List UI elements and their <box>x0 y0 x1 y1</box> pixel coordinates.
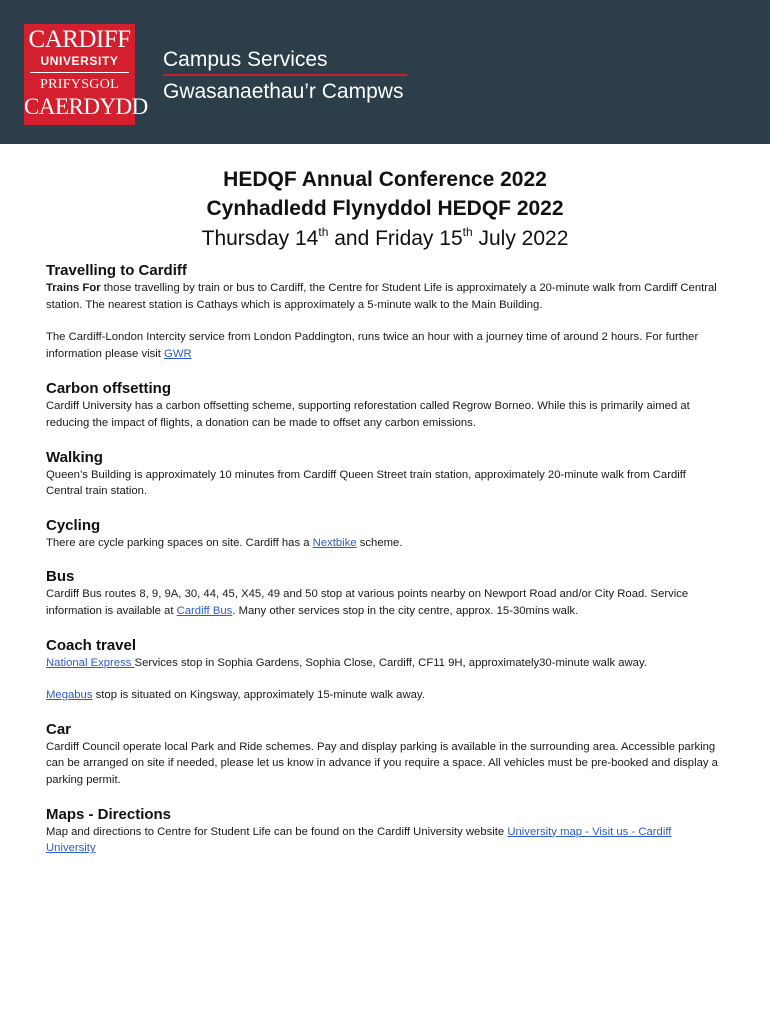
spacer <box>46 789 724 805</box>
logo-line-2: UNIVERSITY <box>40 54 119 68</box>
date-sup-1: th <box>318 225 329 239</box>
conference-dates <box>0 223 770 255</box>
paragraph-text: The Cardiff-London Intercity service from London Paddington, runs twice an hour with a journey time of around 2 hours. For further information please visit <box>46 331 699 360</box>
paragraph-text: There are cycle parking spaces on site. Cardiff has a <box>46 536 313 549</box>
section-paragraph <box>46 280 724 313</box>
header-subtitle: Gwasanaethau’r Campws <box>163 80 404 103</box>
section-heading: Bus <box>46 568 75 586</box>
section-heading: Car <box>46 720 72 738</box>
paragraph-text: those travelling by train or bus to Cardiff, the Centre for Student Life is approximately a 20-minute walk from Cardiff Central station. The nearest station is Cathays which is approximately a 5-minute walk to the Main Building. <box>46 282 717 311</box>
section-paragraph: Cardiff University has a carbon offsetting scheme, supporting reforestation called Regrow Borneo. While this is primarily aimed at reducing the impact of flights, a donation can be made to offset any carbon emissions. <box>46 400 690 429</box>
spacer <box>46 500 724 516</box>
section-paragraph <box>46 687 724 704</box>
date-part-c: July 2022 <box>472 227 569 250</box>
section-paragraph <box>46 655 724 672</box>
logo-line-4: CAERDYDD <box>24 94 148 119</box>
paragraph-text: scheme. <box>356 536 403 549</box>
header-title: Campus Services <box>163 48 328 71</box>
paragraph-text: Map and directions to Centre for Student Life can be found on the Cardiff University website <box>46 825 508 838</box>
section-paragraph <box>46 535 724 552</box>
date-part-a: Thursday 14 <box>201 227 319 250</box>
section-travelling <box>46 261 724 362</box>
section-heading: Carbon offsetting <box>46 380 171 398</box>
section-paragraph <box>46 586 724 619</box>
page-header <box>0 0 770 144</box>
university-map-link[interactable]: University map - Visit us - Cardiff University <box>46 825 672 855</box>
logo-divider <box>30 72 129 73</box>
cardiff-university-logo[interactable] <box>24 24 148 125</box>
section-heading: Walking <box>46 448 103 466</box>
document-titles <box>0 165 770 255</box>
section-bus <box>46 567 724 619</box>
section-car <box>46 720 724 789</box>
spacer <box>46 551 724 567</box>
spacer <box>46 362 724 379</box>
paragraph-text: Cardiff Bus routes 8, 9, 9A, 30, 44, 45, X45, 49 and 50 stop at various points nearby on Newport Road and/or City Road. Service information is available at <box>46 588 689 617</box>
spacer <box>46 432 724 448</box>
spacer <box>46 620 724 636</box>
section-heading: Coach travel <box>46 636 137 654</box>
date-sup-2: th <box>462 225 473 239</box>
section-carbon <box>46 379 724 431</box>
section-maps <box>46 805 724 857</box>
cardiff-bus-link[interactable]: Cardiff Bus <box>176 604 233 617</box>
national-express-link[interactable]: National Express <box>46 656 135 669</box>
section-cycling <box>46 516 724 552</box>
paragraph-text: Services stop in Sophia Gardens, Sophia Close, Cardiff, CF11 9H, approximately30-minute walk away. <box>134 656 647 669</box>
section-paragraph: Queen’s Building is approximately 10 minutes from Cardiff Queen Street train station, approximately 20-minute walk from Cardiff Central train station. <box>46 468 686 498</box>
gwr-link[interactable]: GWR <box>164 347 192 360</box>
section-paragraph <box>46 329 724 362</box>
document-body <box>0 261 770 857</box>
nextbike-link[interactable]: Nextbike <box>312 536 357 549</box>
title-welsh: Cynhadledd Flynyddol HEDQF 2022 <box>206 197 564 220</box>
logo-line-3: PRIFYSGOL <box>40 77 119 92</box>
header-divider <box>163 74 407 76</box>
section-paragraph: Cardiff Council operate local Park and Ride schemes. Pay and display parking is available in the surrounding area. Accessible parking can be arranged on site if needed, please let us know in advance if you require a space. All vehicles must be pre-booked and display a parking permit. <box>46 740 718 786</box>
section-heading: Travelling to Cardiff <box>46 262 187 279</box>
section-walking <box>46 448 724 500</box>
section-paragraph <box>46 824 724 857</box>
date-part-b: and Friday 15 <box>328 227 463 250</box>
megabus-link[interactable]: Megabus <box>46 689 93 702</box>
paragraph-text: stop is situated on Kingsway, approximately 15-minute walk away. <box>92 689 425 702</box>
section-coach <box>46 636 724 704</box>
title-english: HEDQF Annual Conference 2022 <box>223 168 547 191</box>
section-heading: Maps - Directions <box>46 805 172 823</box>
paragraph-text: . Many other services stop in the city centre, approx. 15-30mins walk. <box>232 604 579 617</box>
trains-label: Trains For <box>46 282 101 294</box>
spacer <box>46 704 724 720</box>
logo-line-1: CARDIFF <box>28 26 131 53</box>
section-heading: Cycling <box>46 516 101 534</box>
